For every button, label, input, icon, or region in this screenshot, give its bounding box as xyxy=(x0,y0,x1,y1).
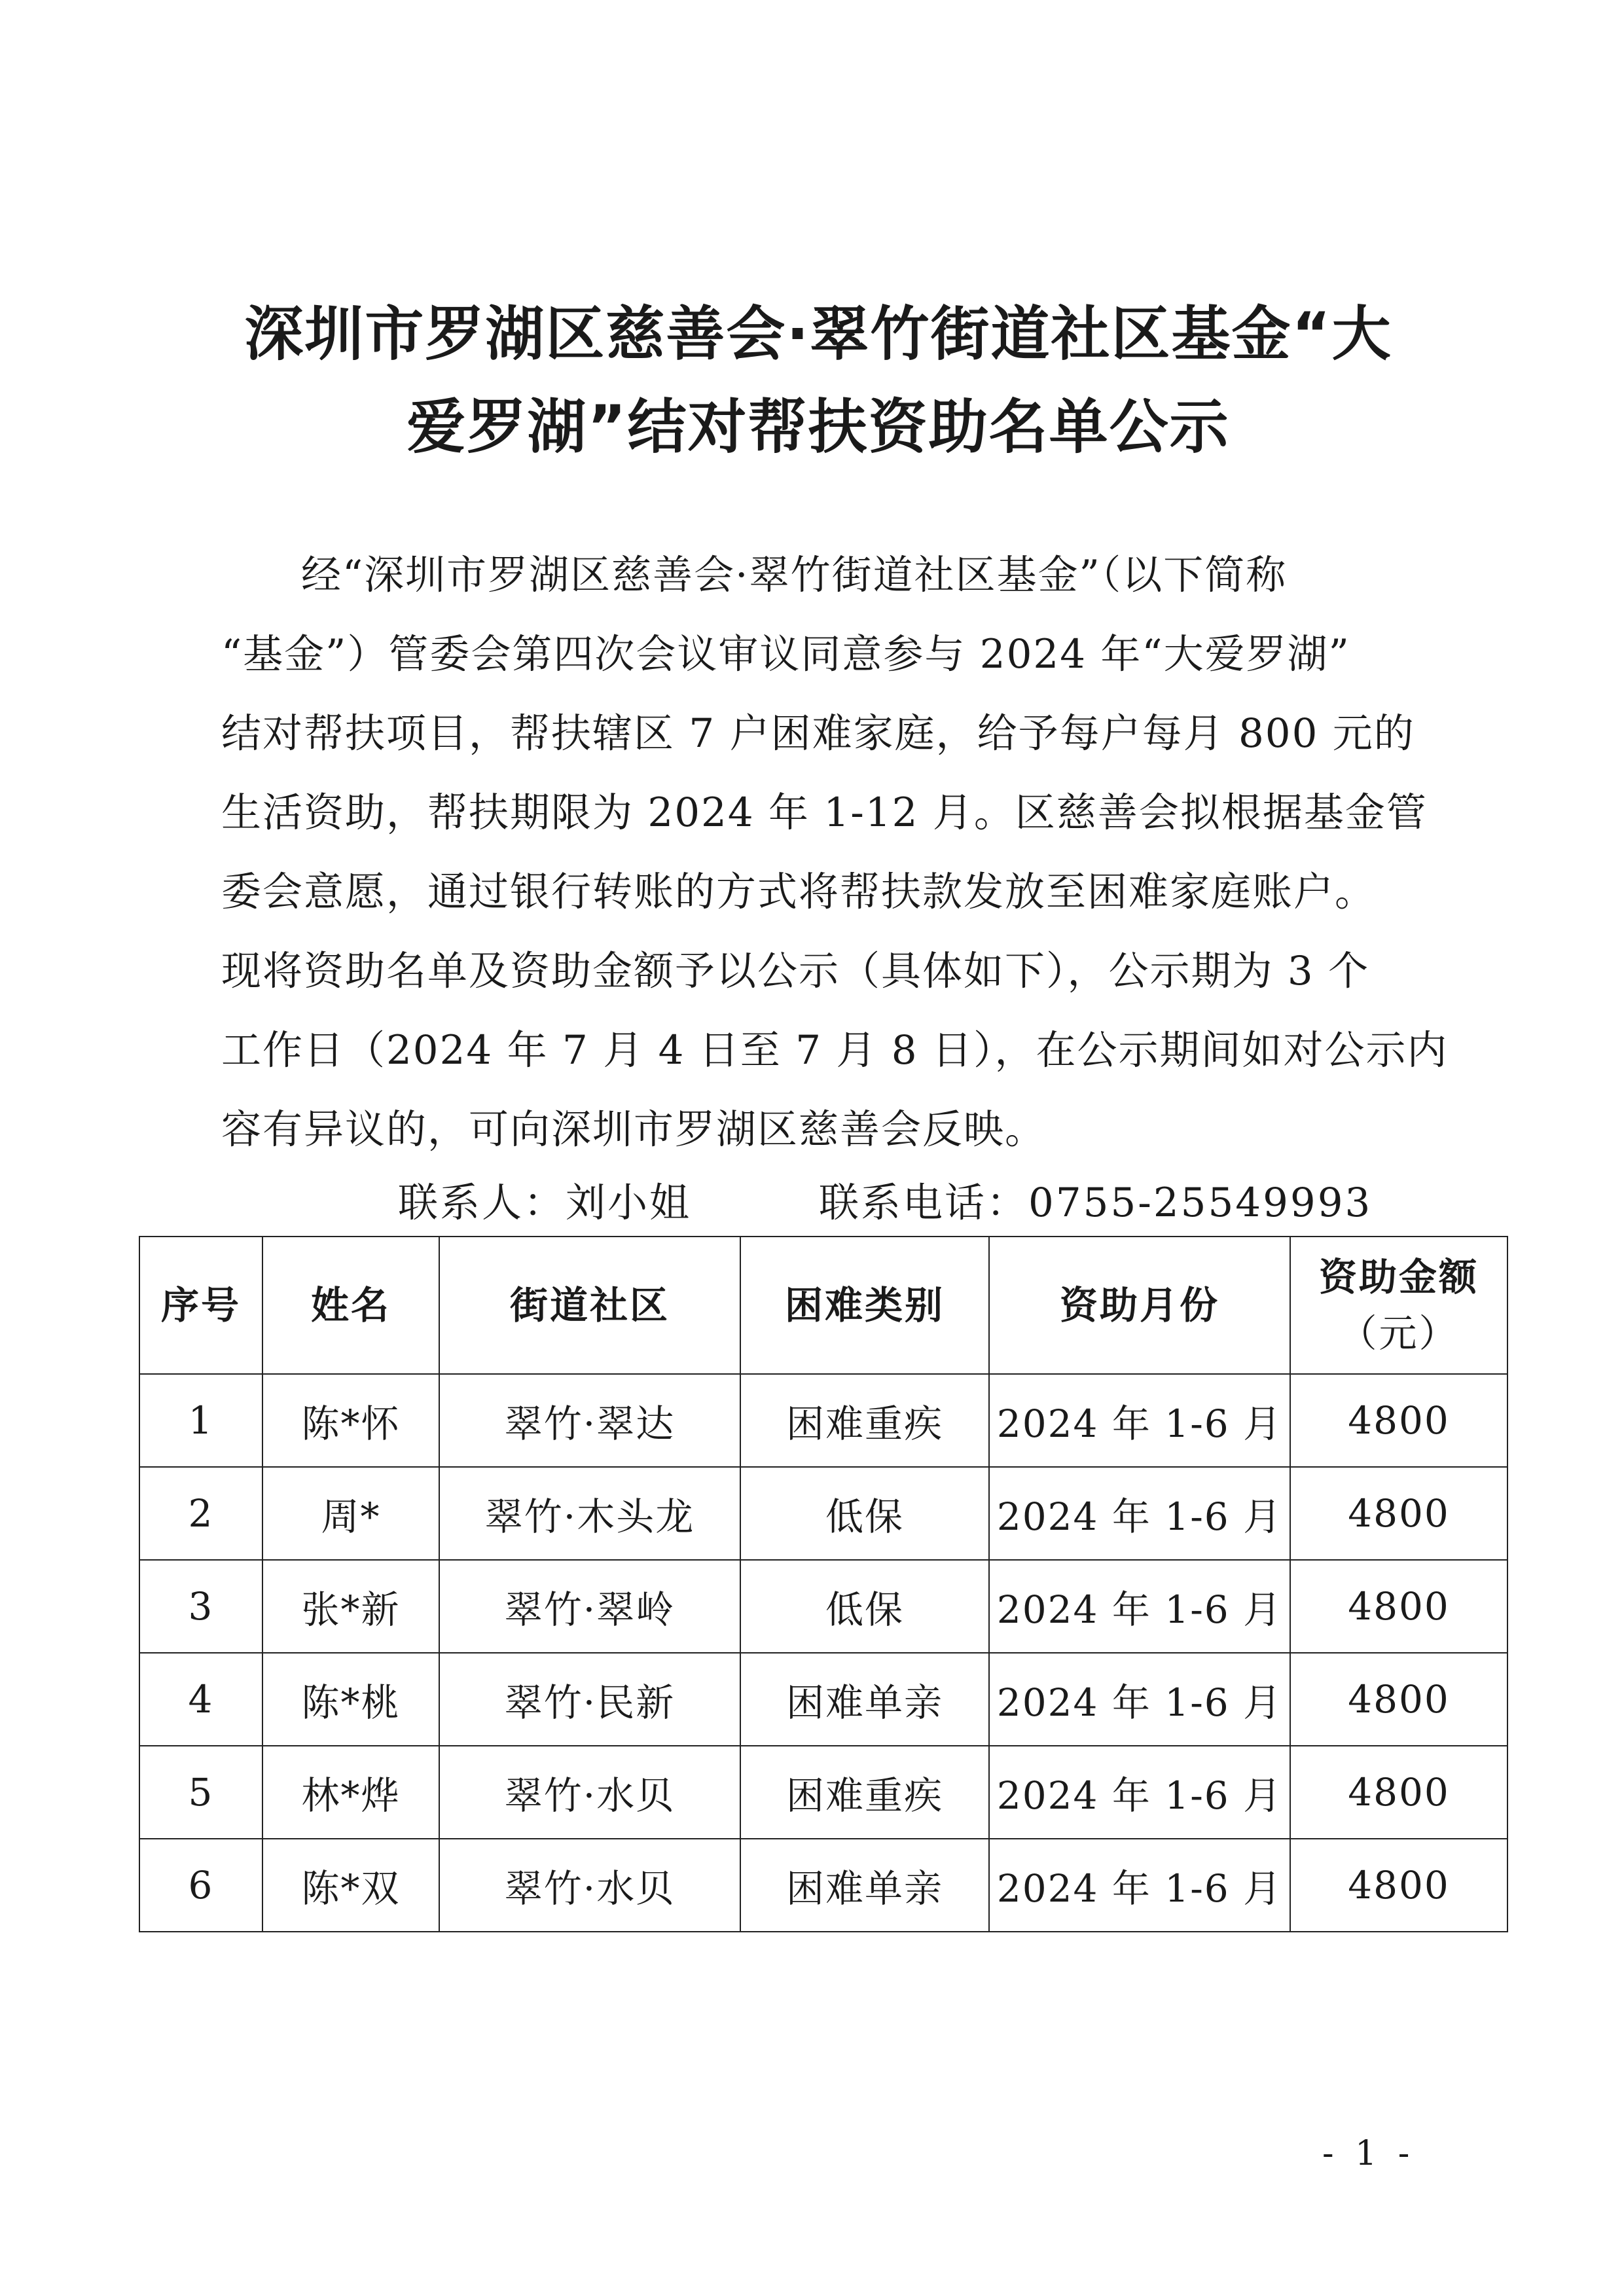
table-row xyxy=(139,1746,1507,1839)
header-amount-unit: （元） xyxy=(1339,1311,1459,1356)
table-row xyxy=(139,1653,1507,1746)
table-header-row xyxy=(139,1237,1507,1374)
cell-amount: 4800 xyxy=(1290,1653,1507,1746)
cell-name: 林*烨 xyxy=(262,1746,439,1839)
cell-index: 2 xyxy=(139,1467,262,1560)
paragraph-line: 委会意愿，通过银行转账的方式将帮扶款发放至困难家庭账户。 xyxy=(221,869,1377,915)
table-row xyxy=(139,1374,1507,1467)
cell-amount: 4800 xyxy=(1290,1467,1507,1560)
recipients-table xyxy=(139,1236,1508,1932)
cell-name: 周* xyxy=(262,1467,439,1560)
cell-months: 2024 年 1-6 月 xyxy=(989,1653,1290,1746)
cell-community: 翠竹·翠达 xyxy=(439,1374,740,1467)
cell-category: 低保 xyxy=(740,1467,989,1560)
cell-name: 陈*桃 xyxy=(262,1653,439,1746)
cell-amount: 4800 xyxy=(1290,1746,1507,1839)
title-line: 爱罗湖”结对帮扶资助名单公示 xyxy=(406,393,1230,461)
header-months: 资助月份 xyxy=(989,1237,1290,1374)
announcement-paragraph xyxy=(221,535,1449,1169)
paragraph-line: 容有异议的，可向深圳市罗湖区慈善会反映。 xyxy=(221,1106,1047,1153)
contact-line xyxy=(398,1174,1372,1233)
cell-months: 2024 年 1-6 月 xyxy=(989,1560,1290,1653)
header-index: 序号 xyxy=(139,1237,262,1374)
cell-index: 4 xyxy=(139,1653,262,1746)
cell-community: 翠竹·木头龙 xyxy=(439,1467,740,1560)
cell-category: 困难重疾 xyxy=(740,1746,989,1839)
cell-index: 5 xyxy=(139,1746,262,1839)
cell-amount: 4800 xyxy=(1290,1560,1507,1653)
paragraph-line: 工作日（2024 年 7 月 4 日至 7 月 8 日），在公示期间如对公示内 xyxy=(221,1027,1449,1074)
cell-index: 3 xyxy=(139,1560,262,1653)
paragraph-line: 结对帮扶项目，帮扶辖区 7 户困难家庭，给予每户每月 800 元的 xyxy=(221,710,1415,757)
title-line: 深圳市罗湖区慈善会·翠竹街道社区基金“大 xyxy=(244,300,1392,369)
header-amount xyxy=(1290,1237,1507,1374)
cell-category: 困难单亲 xyxy=(740,1839,989,1932)
paragraph-line: 经“深圳市罗湖区慈善会·翠竹街道社区基金”（以下简称 xyxy=(301,552,1288,598)
table-row xyxy=(139,1839,1507,1932)
cell-months: 2024 年 1-6 月 xyxy=(989,1839,1290,1932)
cell-category: 困难单亲 xyxy=(740,1653,989,1746)
header-community: 街道社区 xyxy=(439,1237,740,1374)
cell-category: 困难重疾 xyxy=(740,1374,989,1467)
cell-name: 陈*双 xyxy=(262,1839,439,1932)
header-category: 困难类别 xyxy=(740,1237,989,1374)
cell-months: 2024 年 1-6 月 xyxy=(989,1746,1290,1839)
cell-months: 2024 年 1-6 月 xyxy=(989,1374,1290,1467)
cell-community: 翠竹·水贝 xyxy=(439,1746,740,1839)
document-title xyxy=(216,288,1420,474)
cell-name: 陈*怀 xyxy=(262,1374,439,1467)
cell-amount: 4800 xyxy=(1290,1374,1507,1467)
cell-community: 翠竹·翠岭 xyxy=(439,1560,740,1653)
cell-months: 2024 年 1-6 月 xyxy=(989,1467,1290,1560)
header-name: 姓名 xyxy=(262,1237,439,1374)
paragraph-line: 生活资助，帮扶期限为 2024 年 1-12 月。区慈善会拟根据基金管 xyxy=(221,789,1428,836)
table-row xyxy=(139,1560,1507,1653)
header-amount-label: 资助金额 xyxy=(1318,1255,1479,1299)
paragraph-line: “基金”）管委会第四次会议审议同意参与 2024 年“大爱罗湖” xyxy=(221,631,1350,678)
cell-community: 翠竹·民新 xyxy=(439,1653,740,1746)
cell-name: 张*新 xyxy=(262,1560,439,1653)
page-number: - 1 - xyxy=(1322,2134,1415,2173)
contact-phone: 联系电话：0755-25549993 xyxy=(819,1180,1373,1226)
cell-index: 6 xyxy=(139,1839,262,1932)
cell-category: 低保 xyxy=(740,1560,989,1653)
contact-person: 联系人：刘小姐 xyxy=(398,1180,692,1226)
paragraph-line: 现将资助名单及资助金额予以公示（具体如下），公示期为 3 个 xyxy=(221,948,1370,994)
cell-index: 1 xyxy=(139,1374,262,1467)
table-row xyxy=(139,1467,1507,1560)
cell-amount: 4800 xyxy=(1290,1839,1507,1932)
cell-community: 翠竹·水贝 xyxy=(439,1839,740,1932)
